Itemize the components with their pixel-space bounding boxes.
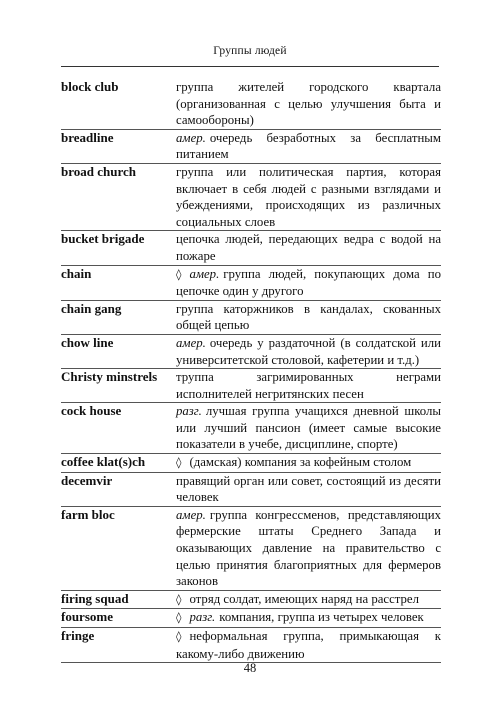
lozenge-icon: ◊ (176, 630, 182, 643)
dictionary-entry (61, 628, 441, 663)
dictionary-entry (61, 454, 441, 473)
entry-definition (176, 335, 441, 368)
lozenge-icon: ◊ (176, 592, 182, 606)
definition-text: неформальная группа, примыкающая к какому-либо движению (176, 629, 441, 661)
entry-definition (176, 231, 441, 264)
definition-text: группа каторжников в кандалах, скованных общей цепью (176, 301, 441, 333)
definition-text: лучшая группа учащихся дневной школы или лучший пансион (имеет самые высокие показатели в учебе, дисциплине, спорте) (176, 404, 441, 452)
header-rule (61, 66, 439, 67)
definition-text: группа или политическая партия, которая включает в себя людей с разными взглядами и убеждениями, происходящих из различных социальных слоев (176, 164, 441, 229)
lozenge-icon: ◊ (176, 267, 182, 281)
entry-definition (176, 473, 441, 506)
definition-text: группа людей, покупающих дома по цепочке один у другого (176, 266, 441, 299)
dictionary-entry (61, 79, 441, 130)
definition-text: труппа загримированных неграми исполнителей негритянских песен (176, 370, 441, 401)
entry-definition (176, 591, 441, 609)
entry-term: block club (61, 79, 119, 94)
page-number: 48 (243, 661, 257, 675)
definition-text: (дамская) компания за кофейным столом (189, 455, 412, 470)
dictionary-entry (61, 335, 441, 369)
usage-label: амер. (176, 130, 206, 145)
dictionary-entry (61, 231, 441, 265)
usage-label: разг. (189, 610, 216, 625)
entry-definition (176, 130, 441, 163)
entry-term: farm bloc (61, 506, 115, 522)
definition-text: очередь у раздаточной (в солдатской или университетской столовой, кафетерии и т.д.) (176, 335, 441, 367)
entry-definition (176, 454, 441, 472)
dictionary-entry (61, 507, 441, 591)
definition-text: группа жителей городского квартала (организованная с целью улучшения быта и самообороны) (176, 80, 441, 128)
usage-label: амер. (176, 335, 206, 350)
entry-term: chain gang (61, 300, 122, 316)
dictionary-entry (61, 403, 441, 454)
entry-term: chow line (61, 334, 114, 350)
dictionary-entry (61, 301, 441, 335)
entry-definition (176, 403, 441, 453)
entry-term: fringe (61, 628, 95, 643)
entry-term: decemvir (61, 472, 113, 488)
usage-label: разг. (176, 404, 202, 419)
entry-definition (176, 609, 441, 627)
entry-term: broad church (61, 163, 137, 179)
entry-definition (176, 79, 441, 129)
definition-text: группа конгрессменов, представляющих фермерские штаты Среднего Запада и оказывающих давление на правительство с целью принятия благоприятных для фермеров законов (176, 507, 441, 589)
dictionary-entry (61, 591, 441, 610)
definition-text: отряд солдат, имеющих наряд на расстрел (189, 591, 419, 606)
definition-text: цепочка людей, передающих ведра с водой на пожаре (176, 232, 441, 263)
entry-term: breadline (61, 129, 114, 145)
entry-term: foursome (61, 609, 113, 625)
usage-label: амер. (189, 266, 220, 281)
definition-text: очередь безработных за бесплатным питанием (176, 130, 441, 162)
entry-definition (176, 628, 441, 662)
definition-text: компания, группа из четырех человек (219, 610, 424, 625)
dictionary-entry (61, 164, 441, 231)
entry-term: coffee klat(s)ch (61, 454, 146, 470)
usage-label: амер. (176, 507, 206, 522)
dictionary-entry (61, 369, 441, 403)
dictionary-entry (61, 609, 441, 628)
entry-definition (176, 266, 441, 300)
entry-list (61, 79, 441, 663)
entry-definition (176, 301, 441, 334)
lozenge-icon: ◊ (176, 456, 182, 470)
entry-definition (176, 369, 441, 402)
entry-definition (176, 164, 441, 230)
dictionary-entry (61, 130, 441, 164)
entry-term: cock house (61, 403, 122, 419)
entry-term: bucket brigade (61, 231, 145, 247)
lozenge-icon: ◊ (176, 611, 182, 625)
dictionary-entry (61, 266, 441, 301)
dictionary-entry (61, 473, 441, 507)
running-head: Группы людей (213, 45, 287, 57)
entry-term: firing squad (61, 590, 129, 606)
entry-term: Christy minstrels (61, 369, 158, 385)
definition-text: правящий орган или совет, состоящий из десяти человек (176, 473, 441, 505)
entry-definition (176, 507, 441, 590)
entry-term: chain (61, 265, 92, 281)
